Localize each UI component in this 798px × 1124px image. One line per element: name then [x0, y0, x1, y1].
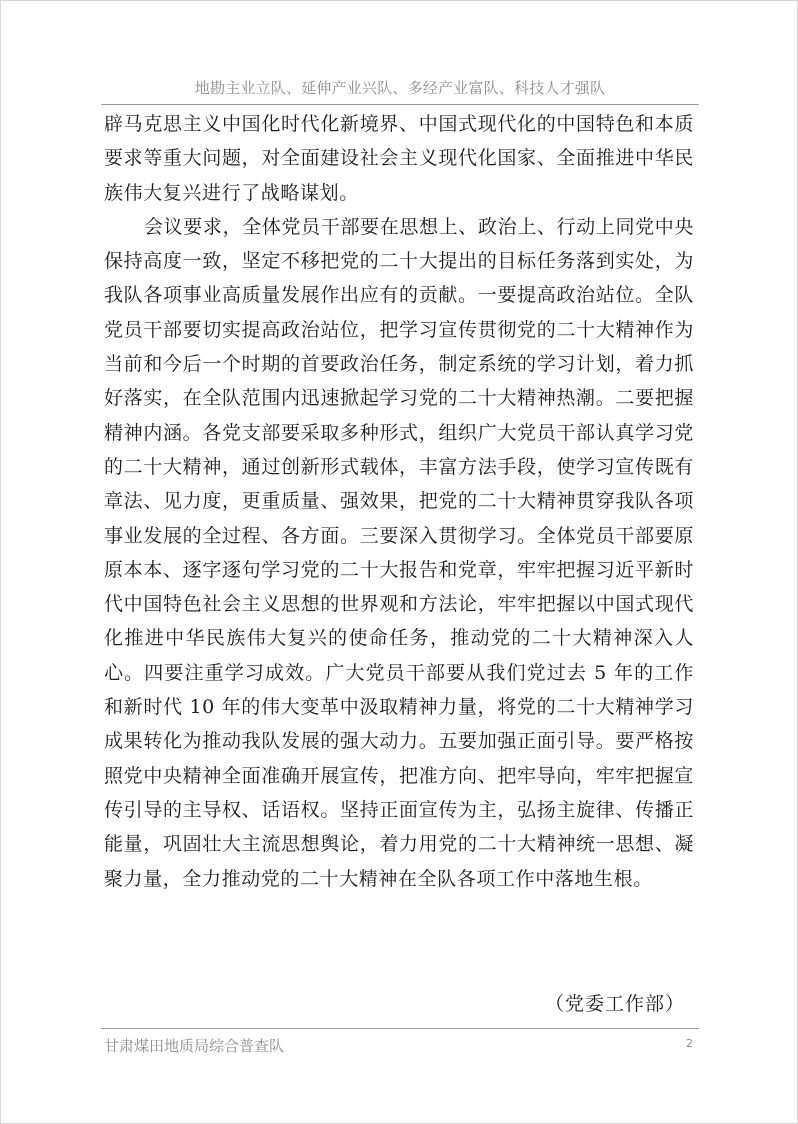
header-divider: [101, 104, 699, 105]
header-slogan: 地勘主业立队、延伸产业兴队、多经产业富队、科技人才强队: [194, 79, 606, 97]
signature-department: （党委工作部）: [544, 993, 685, 1015]
paragraph-meeting-requirements: 会议要求，全体党员干部要在思想上、政治上、行动上同党中央保持高度一致，坚定不移把党的二十大提出的目标任务落到实处，为我队各项事业高质量发展作出应有的贡献。一要提高政治站位。全队党员干部要切实提高政治站位，把学习宣传贯彻党的二十大精神作为当前和今后一个时期的首要政治任务，制定系统的学习计划，着力抓好落实，在全队范围内迅速掀起学习党的二十大精神热潮。二要把握精神内涵。各党支部要采取多种形式，组织广大党员干部认真学习党的二十大精神，通过创新形式载体，丰富方法手段，使学习宣传既有章法、见力度，更重质量、强效果，把党的二十大精神贯穿我队各项事业发展的全过程、各方面。三要深入贯彻学习。全体党员干部要原原本本、逐字逐句学习党的二十大报告和党章，牢牢把握习近平新时代中国特色社会主义思想的世界观和方法论，牢牢把握以中国式现代化推进中华民族伟大复兴的使命任务，推动党的二十大精神深入人心。四要注重学习成效。广大党员干部要从我们党过去 5 年的工作和新时代 10 年的伟大变革中汲取精神力量，将党的二十大精神学习成果转化为推动我队发展的强大动力。五要加强正面引导。要严格按照党中央精神全面准确开展宣传，把准方向、把牢导向，牢牢把握宣传引导的主导权、话语权。坚持正面宣传为主，弘扬主旋律、传播正能量，巩固壮大主流思想舆论，着力用党的二十大精神统一思想、凝聚力量，全力推动党的二十大精神在全队各项工作中落地生根。: [104, 215, 694, 890]
footer-divider: [101, 1028, 699, 1029]
article-body: [104, 107, 694, 896]
page-number: 2: [686, 1037, 693, 1050]
footer-organization: 甘肃煤田地质局综合普查队: [104, 1037, 285, 1055]
paragraph-continuation: 辟马克思主义中国化时代化新境界、中国式现代化的中国特色和本质要求等重大问题，对全面建设社会主义现代化国家、全面推进中华民族伟大复兴进行了战略谋划。: [104, 113, 694, 204]
